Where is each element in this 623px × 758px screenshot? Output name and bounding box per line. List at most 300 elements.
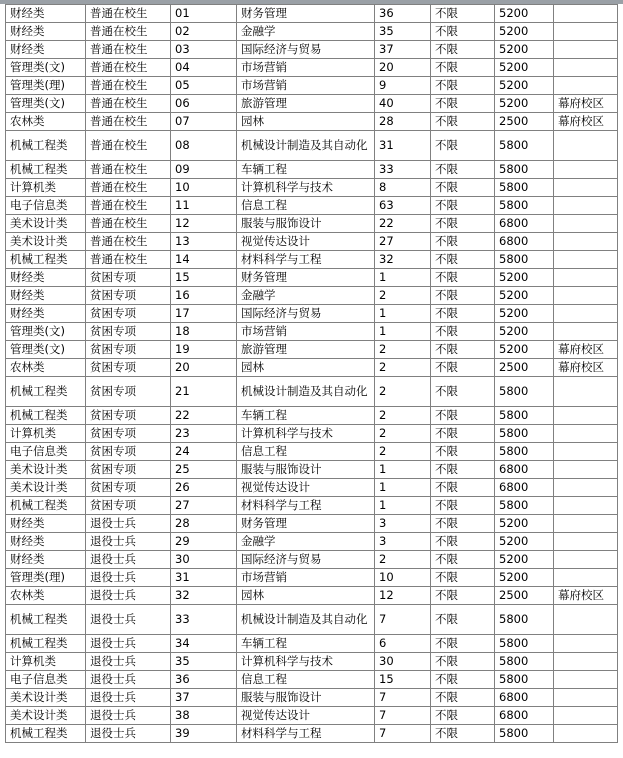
type-cell: 退役士兵 bbox=[86, 569, 171, 587]
fee-cell: 5800 bbox=[495, 251, 554, 269]
table-row bbox=[6, 269, 618, 287]
count-cell: 7 bbox=[375, 725, 431, 743]
restriction-cell: 不限 bbox=[431, 587, 495, 605]
major-cell: 市场营销 bbox=[237, 59, 375, 77]
fee-cell: 5800 bbox=[495, 377, 554, 407]
restriction-cell: 不限 bbox=[431, 533, 495, 551]
restriction-cell: 不限 bbox=[431, 497, 495, 515]
restriction-cell: 不限 bbox=[431, 707, 495, 725]
type-cell: 贫困专项 bbox=[86, 479, 171, 497]
category-cell: 财经类 bbox=[6, 515, 86, 533]
type-cell: 贫困专项 bbox=[86, 377, 171, 407]
code-cell: 16 bbox=[171, 287, 237, 305]
restriction-cell: 不限 bbox=[431, 461, 495, 479]
restriction-cell: 不限 bbox=[431, 197, 495, 215]
campus-cell bbox=[554, 77, 618, 95]
code-cell: 09 bbox=[171, 161, 237, 179]
count-cell: 7 bbox=[375, 689, 431, 707]
type-cell: 普通在校生 bbox=[86, 197, 171, 215]
fee-cell: 6800 bbox=[495, 233, 554, 251]
fee-cell: 5800 bbox=[495, 179, 554, 197]
code-cell: 02 bbox=[171, 23, 237, 41]
campus-cell bbox=[554, 323, 618, 341]
count-cell: 7 bbox=[375, 707, 431, 725]
code-cell: 36 bbox=[171, 671, 237, 689]
type-cell: 贫困专项 bbox=[86, 305, 171, 323]
type-cell: 贫困专项 bbox=[86, 323, 171, 341]
campus-cell bbox=[554, 725, 618, 743]
restriction-cell: 不限 bbox=[431, 551, 495, 569]
table-row bbox=[6, 77, 618, 95]
fee-cell: 5200 bbox=[495, 515, 554, 533]
count-cell: 9 bbox=[375, 77, 431, 95]
table-row bbox=[6, 461, 618, 479]
fee-cell: 6800 bbox=[495, 689, 554, 707]
count-cell: 40 bbox=[375, 95, 431, 113]
type-cell: 普通在校生 bbox=[86, 5, 171, 23]
type-cell: 退役士兵 bbox=[86, 653, 171, 671]
type-cell: 普通在校生 bbox=[86, 41, 171, 59]
major-cell: 国际经济与贸易 bbox=[237, 41, 375, 59]
type-cell: 退役士兵 bbox=[86, 551, 171, 569]
category-cell: 管理类(文) bbox=[6, 341, 86, 359]
fee-cell: 5200 bbox=[495, 551, 554, 569]
fee-cell: 5200 bbox=[495, 59, 554, 77]
table-row bbox=[6, 587, 618, 605]
type-cell: 贫困专项 bbox=[86, 287, 171, 305]
type-cell: 普通在校生 bbox=[86, 95, 171, 113]
count-cell: 2 bbox=[375, 287, 431, 305]
code-cell: 18 bbox=[171, 323, 237, 341]
restriction-cell: 不限 bbox=[431, 95, 495, 113]
type-cell: 普通在校生 bbox=[86, 161, 171, 179]
count-cell: 2 bbox=[375, 551, 431, 569]
fee-cell: 5200 bbox=[495, 23, 554, 41]
code-cell: 38 bbox=[171, 707, 237, 725]
table-row bbox=[6, 533, 618, 551]
category-cell: 农林类 bbox=[6, 113, 86, 131]
restriction-cell: 不限 bbox=[431, 269, 495, 287]
major-cell: 园林 bbox=[237, 113, 375, 131]
major-cell: 车辆工程 bbox=[237, 635, 375, 653]
campus-cell bbox=[554, 377, 618, 407]
major-cell: 材料科学与工程 bbox=[237, 497, 375, 515]
major-cell: 材料科学与工程 bbox=[237, 725, 375, 743]
count-cell: 37 bbox=[375, 41, 431, 59]
restriction-cell: 不限 bbox=[431, 131, 495, 161]
type-cell: 退役士兵 bbox=[86, 515, 171, 533]
major-cell: 园林 bbox=[237, 359, 375, 377]
major-cell: 机械设计制造及其自动化 bbox=[237, 131, 375, 161]
category-cell: 计算机类 bbox=[6, 653, 86, 671]
fee-cell: 5800 bbox=[495, 161, 554, 179]
fee-cell: 5800 bbox=[495, 605, 554, 635]
category-cell: 美术设计类 bbox=[6, 707, 86, 725]
count-cell: 20 bbox=[375, 59, 431, 77]
fee-cell: 6800 bbox=[495, 215, 554, 233]
restriction-cell: 不限 bbox=[431, 407, 495, 425]
type-cell: 贫困专项 bbox=[86, 341, 171, 359]
campus-cell bbox=[554, 689, 618, 707]
restriction-cell: 不限 bbox=[431, 233, 495, 251]
type-cell: 退役士兵 bbox=[86, 533, 171, 551]
fee-cell: 5200 bbox=[495, 305, 554, 323]
type-cell: 贫困专项 bbox=[86, 497, 171, 515]
code-cell: 21 bbox=[171, 377, 237, 407]
count-cell: 6 bbox=[375, 635, 431, 653]
campus-cell bbox=[554, 41, 618, 59]
code-cell: 06 bbox=[171, 95, 237, 113]
campus-cell: 幕府校区 bbox=[554, 341, 618, 359]
campus-cell bbox=[554, 179, 618, 197]
major-cell: 旅游管理 bbox=[237, 341, 375, 359]
campus-cell bbox=[554, 497, 618, 515]
type-cell: 普通在校生 bbox=[86, 113, 171, 131]
table-row bbox=[6, 479, 618, 497]
table-row bbox=[6, 5, 618, 23]
campus-cell bbox=[554, 269, 618, 287]
fee-cell: 5800 bbox=[495, 497, 554, 515]
major-cell: 财务管理 bbox=[237, 269, 375, 287]
major-cell: 机械设计制造及其自动化 bbox=[237, 377, 375, 407]
count-cell: 12 bbox=[375, 587, 431, 605]
category-cell: 财经类 bbox=[6, 5, 86, 23]
campus-cell bbox=[554, 479, 618, 497]
fee-cell: 5800 bbox=[495, 671, 554, 689]
category-cell: 财经类 bbox=[6, 551, 86, 569]
code-cell: 23 bbox=[171, 425, 237, 443]
category-cell: 美术设计类 bbox=[6, 479, 86, 497]
restriction-cell: 不限 bbox=[431, 323, 495, 341]
fee-cell: 2500 bbox=[495, 587, 554, 605]
major-cell: 机械设计制造及其自动化 bbox=[237, 605, 375, 635]
type-cell: 普通在校生 bbox=[86, 215, 171, 233]
campus-cell bbox=[554, 533, 618, 551]
category-cell: 管理类(文) bbox=[6, 95, 86, 113]
major-cell: 信息工程 bbox=[237, 671, 375, 689]
campus-cell bbox=[554, 131, 618, 161]
category-cell: 机械工程类 bbox=[6, 131, 86, 161]
restriction-cell: 不限 bbox=[431, 725, 495, 743]
campus-cell: 幕府校区 bbox=[554, 587, 618, 605]
count-cell: 1 bbox=[375, 323, 431, 341]
restriction-cell: 不限 bbox=[431, 605, 495, 635]
restriction-cell: 不限 bbox=[431, 287, 495, 305]
table-row bbox=[6, 635, 618, 653]
category-cell: 机械工程类 bbox=[6, 635, 86, 653]
code-cell: 05 bbox=[171, 77, 237, 95]
type-cell: 退役士兵 bbox=[86, 707, 171, 725]
campus-cell bbox=[554, 287, 618, 305]
category-cell: 管理类(文) bbox=[6, 59, 86, 77]
fee-cell: 5200 bbox=[495, 287, 554, 305]
campus-cell bbox=[554, 569, 618, 587]
fee-cell: 5200 bbox=[495, 77, 554, 95]
fee-cell: 6800 bbox=[495, 461, 554, 479]
major-cell: 国际经济与贸易 bbox=[237, 551, 375, 569]
code-cell: 34 bbox=[171, 635, 237, 653]
fee-cell: 5800 bbox=[495, 635, 554, 653]
fee-cell: 5200 bbox=[495, 5, 554, 23]
major-cell: 车辆工程 bbox=[237, 407, 375, 425]
table-row bbox=[6, 323, 618, 341]
restriction-cell: 不限 bbox=[431, 215, 495, 233]
fee-cell: 5800 bbox=[495, 443, 554, 461]
major-cell: 信息工程 bbox=[237, 197, 375, 215]
code-cell: 20 bbox=[171, 359, 237, 377]
code-cell: 01 bbox=[171, 5, 237, 23]
category-cell: 机械工程类 bbox=[6, 497, 86, 515]
code-cell: 07 bbox=[171, 113, 237, 131]
count-cell: 1 bbox=[375, 305, 431, 323]
major-cell: 服装与服饰设计 bbox=[237, 215, 375, 233]
fee-cell: 5200 bbox=[495, 341, 554, 359]
code-cell: 37 bbox=[171, 689, 237, 707]
restriction-cell: 不限 bbox=[431, 515, 495, 533]
fee-cell: 5200 bbox=[495, 533, 554, 551]
code-cell: 19 bbox=[171, 341, 237, 359]
fee-cell: 5800 bbox=[495, 407, 554, 425]
restriction-cell: 不限 bbox=[431, 653, 495, 671]
campus-cell bbox=[554, 671, 618, 689]
category-cell: 美术设计类 bbox=[6, 215, 86, 233]
fee-cell: 5200 bbox=[495, 41, 554, 59]
category-cell: 管理类(文) bbox=[6, 323, 86, 341]
type-cell: 贫困专项 bbox=[86, 407, 171, 425]
category-cell: 机械工程类 bbox=[6, 605, 86, 635]
restriction-cell: 不限 bbox=[431, 5, 495, 23]
fee-cell: 2500 bbox=[495, 359, 554, 377]
major-cell: 材料科学与工程 bbox=[237, 251, 375, 269]
category-cell: 美术设计类 bbox=[6, 233, 86, 251]
type-cell: 贫困专项 bbox=[86, 359, 171, 377]
fee-cell: 6800 bbox=[495, 707, 554, 725]
type-cell: 退役士兵 bbox=[86, 689, 171, 707]
restriction-cell: 不限 bbox=[431, 41, 495, 59]
campus-cell bbox=[554, 635, 618, 653]
fee-cell: 5800 bbox=[495, 197, 554, 215]
category-cell: 机械工程类 bbox=[6, 251, 86, 269]
restriction-cell: 不限 bbox=[431, 179, 495, 197]
restriction-cell: 不限 bbox=[431, 359, 495, 377]
code-cell: 25 bbox=[171, 461, 237, 479]
category-cell: 农林类 bbox=[6, 587, 86, 605]
table-row bbox=[6, 425, 618, 443]
fee-cell: 5800 bbox=[495, 425, 554, 443]
count-cell: 10 bbox=[375, 569, 431, 587]
campus-cell bbox=[554, 407, 618, 425]
table-row bbox=[6, 23, 618, 41]
table-row bbox=[6, 551, 618, 569]
restriction-cell: 不限 bbox=[431, 161, 495, 179]
campus-cell bbox=[554, 515, 618, 533]
count-cell: 63 bbox=[375, 197, 431, 215]
major-cell: 园林 bbox=[237, 587, 375, 605]
major-cell: 服装与服饰设计 bbox=[237, 461, 375, 479]
table-row bbox=[6, 59, 618, 77]
fee-cell: 5800 bbox=[495, 131, 554, 161]
restriction-cell: 不限 bbox=[431, 251, 495, 269]
code-cell: 26 bbox=[171, 479, 237, 497]
category-cell: 财经类 bbox=[6, 533, 86, 551]
category-cell: 电子信息类 bbox=[6, 671, 86, 689]
type-cell: 贫困专项 bbox=[86, 443, 171, 461]
table-row bbox=[6, 95, 618, 113]
table-row bbox=[6, 131, 618, 161]
restriction-cell: 不限 bbox=[431, 59, 495, 77]
fee-cell: 5800 bbox=[495, 725, 554, 743]
restriction-cell: 不限 bbox=[431, 23, 495, 41]
category-cell: 电子信息类 bbox=[6, 443, 86, 461]
table-row bbox=[6, 377, 618, 407]
campus-cell bbox=[554, 215, 618, 233]
campus-cell bbox=[554, 461, 618, 479]
major-cell: 视觉传达设计 bbox=[237, 707, 375, 725]
campus-cell bbox=[554, 5, 618, 23]
table-row bbox=[6, 179, 618, 197]
category-cell: 农林类 bbox=[6, 359, 86, 377]
major-cell: 车辆工程 bbox=[237, 161, 375, 179]
campus-cell bbox=[554, 233, 618, 251]
type-cell: 普通在校生 bbox=[86, 233, 171, 251]
category-cell: 财经类 bbox=[6, 287, 86, 305]
count-cell: 30 bbox=[375, 653, 431, 671]
category-cell: 机械工程类 bbox=[6, 161, 86, 179]
table-row bbox=[6, 233, 618, 251]
table-row bbox=[6, 707, 618, 725]
table-row bbox=[6, 515, 618, 533]
count-cell: 1 bbox=[375, 479, 431, 497]
major-cell: 信息工程 bbox=[237, 443, 375, 461]
restriction-cell: 不限 bbox=[431, 569, 495, 587]
code-cell: 33 bbox=[171, 605, 237, 635]
table-row bbox=[6, 653, 618, 671]
campus-cell bbox=[554, 707, 618, 725]
type-cell: 普通在校生 bbox=[86, 179, 171, 197]
campus-cell bbox=[554, 161, 618, 179]
fee-cell: 5200 bbox=[495, 269, 554, 287]
major-cell: 视觉传达设计 bbox=[237, 233, 375, 251]
fee-cell: 6800 bbox=[495, 479, 554, 497]
code-cell: 22 bbox=[171, 407, 237, 425]
restriction-cell: 不限 bbox=[431, 479, 495, 497]
table-row bbox=[6, 359, 618, 377]
major-cell: 视觉传达设计 bbox=[237, 479, 375, 497]
major-cell: 市场营销 bbox=[237, 77, 375, 95]
fee-cell: 2500 bbox=[495, 113, 554, 131]
major-cell: 财务管理 bbox=[237, 5, 375, 23]
campus-cell bbox=[554, 197, 618, 215]
restriction-cell: 不限 bbox=[431, 425, 495, 443]
campus-cell bbox=[554, 59, 618, 77]
fee-cell: 5200 bbox=[495, 569, 554, 587]
campus-cell bbox=[554, 305, 618, 323]
enrollment-table bbox=[5, 4, 618, 743]
major-cell: 计算机科学与技术 bbox=[237, 425, 375, 443]
type-cell: 退役士兵 bbox=[86, 635, 171, 653]
campus-cell bbox=[554, 23, 618, 41]
count-cell: 7 bbox=[375, 605, 431, 635]
count-cell: 35 bbox=[375, 23, 431, 41]
restriction-cell: 不限 bbox=[431, 443, 495, 461]
table-row bbox=[6, 569, 618, 587]
code-cell: 32 bbox=[171, 587, 237, 605]
category-cell: 管理类(理) bbox=[6, 77, 86, 95]
major-cell: 旅游管理 bbox=[237, 95, 375, 113]
code-cell: 10 bbox=[171, 179, 237, 197]
category-cell: 美术设计类 bbox=[6, 689, 86, 707]
restriction-cell: 不限 bbox=[431, 305, 495, 323]
type-cell: 普通在校生 bbox=[86, 23, 171, 41]
table-row bbox=[6, 497, 618, 515]
category-cell: 机械工程类 bbox=[6, 407, 86, 425]
campus-cell bbox=[554, 551, 618, 569]
code-cell: 31 bbox=[171, 569, 237, 587]
category-cell: 财经类 bbox=[6, 305, 86, 323]
table-row bbox=[6, 689, 618, 707]
code-cell: 27 bbox=[171, 497, 237, 515]
count-cell: 31 bbox=[375, 131, 431, 161]
major-cell: 计算机科学与技术 bbox=[237, 653, 375, 671]
code-cell: 17 bbox=[171, 305, 237, 323]
table-row bbox=[6, 605, 618, 635]
code-cell: 29 bbox=[171, 533, 237, 551]
type-cell: 贫困专项 bbox=[86, 425, 171, 443]
table-row bbox=[6, 407, 618, 425]
type-cell: 贫困专项 bbox=[86, 461, 171, 479]
count-cell: 22 bbox=[375, 215, 431, 233]
count-cell: 2 bbox=[375, 407, 431, 425]
category-cell: 机械工程类 bbox=[6, 377, 86, 407]
code-cell: 13 bbox=[171, 233, 237, 251]
count-cell: 28 bbox=[375, 113, 431, 131]
type-cell: 普通在校生 bbox=[86, 77, 171, 95]
table-row bbox=[6, 197, 618, 215]
code-cell: 08 bbox=[171, 131, 237, 161]
code-cell: 39 bbox=[171, 725, 237, 743]
count-cell: 2 bbox=[375, 443, 431, 461]
type-cell: 退役士兵 bbox=[86, 605, 171, 635]
major-cell: 国际经济与贸易 bbox=[237, 305, 375, 323]
count-cell: 33 bbox=[375, 161, 431, 179]
major-cell: 金融学 bbox=[237, 287, 375, 305]
table-row bbox=[6, 251, 618, 269]
major-cell: 财务管理 bbox=[237, 515, 375, 533]
category-cell: 财经类 bbox=[6, 23, 86, 41]
code-cell: 11 bbox=[171, 197, 237, 215]
campus-cell bbox=[554, 425, 618, 443]
table-row bbox=[6, 443, 618, 461]
type-cell: 普通在校生 bbox=[86, 131, 171, 161]
campus-cell bbox=[554, 653, 618, 671]
type-cell: 退役士兵 bbox=[86, 725, 171, 743]
count-cell: 3 bbox=[375, 515, 431, 533]
table-row bbox=[6, 215, 618, 233]
restriction-cell: 不限 bbox=[431, 113, 495, 131]
code-cell: 28 bbox=[171, 515, 237, 533]
count-cell: 27 bbox=[375, 233, 431, 251]
count-cell: 2 bbox=[375, 359, 431, 377]
count-cell: 2 bbox=[375, 341, 431, 359]
code-cell: 35 bbox=[171, 653, 237, 671]
major-cell: 市场营销 bbox=[237, 569, 375, 587]
category-cell: 美术设计类 bbox=[6, 461, 86, 479]
code-cell: 24 bbox=[171, 443, 237, 461]
restriction-cell: 不限 bbox=[431, 377, 495, 407]
count-cell: 36 bbox=[375, 5, 431, 23]
code-cell: 15 bbox=[171, 269, 237, 287]
count-cell: 1 bbox=[375, 269, 431, 287]
